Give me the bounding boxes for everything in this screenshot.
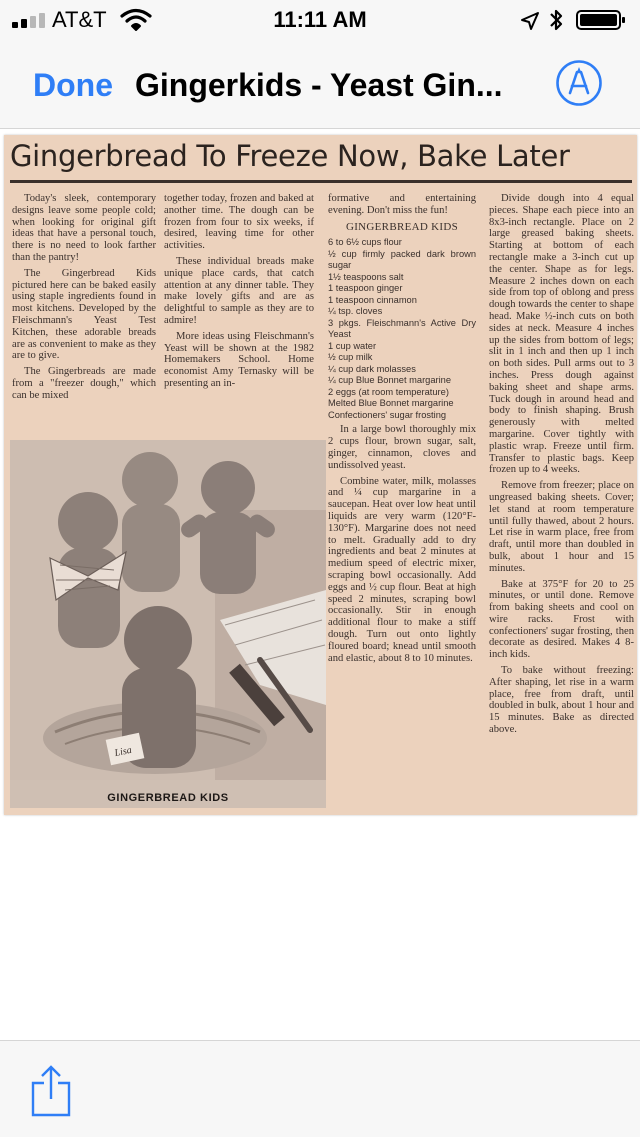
navigation-bar [0,40,640,129]
paragraph: Remove from freezer; place on ungreased baking sheets. Cover; let stand at room temperature until fully thawed, about 2 hours. Let rise in warm place, free from draft, until more than doubled in bulk, about 1 hour and 15 minutes. [489,480,634,574]
paragraph: formative and entertaining evening. Don't miss the fun! [328,193,476,216]
ingredient-item: 1 teaspoon ginger [328,283,403,294]
paragraph: To bake without freezing: After shaping, let rise in a warm place, free from draft, until doubled in bulk, about 1 hour and 15 minutes. Bake as directed above. [489,665,634,736]
bottom-toolbar [0,1040,640,1137]
markup-pen-icon[interactable] [555,59,603,107]
document-viewer[interactable] [0,129,640,1039]
ingredient-item: 6 to 6½ cups flour [328,237,402,248]
paragraph: together today, frozen and baked at another time. The dough can be frozen from four to six weeks, if desired, leaving time for other activities. [164,193,314,252]
document-title: Gingerkids - Yeast Gin... [135,67,503,103]
bluetooth-icon [548,7,564,33]
article-column-3 [328,193,476,668]
ingredient-item: Confectioners' sugar frosting [328,409,447,420]
paragraph: Bake at 375°F for 20 to 25 minutes, or until done. Remove from baking sheets and cool on wire racks. Frost with confectioners' sugar frosting, then decorate as desired. Makes 4 8-inch kids. [489,578,634,661]
clock: 11:11 AM [273,7,367,32]
ingredient-item: 1½ teaspoons salt [328,271,404,282]
ingredient-item: 3 pkgs. Fleischmann's Active Dry Yeast [328,317,476,340]
paragraph: The Gingerbread Kids pictured here can be baked easily using staple ingredients found in most kitchens. Developed by the Fleischmann's Yeast Test Kitchen, these adorable breads are as convenient to make as they are to give. [12,267,156,362]
ingredient-item: ¼ cup Blue Bonnet margarine [328,375,452,386]
newspaper-clipping [4,135,637,815]
battery-icon [576,10,626,30]
headline-rule [10,180,632,183]
paragraph: Today's sleek, contemporary designs leave some people cold; when looking for original gift ideas that have a personal touch, there is no need to look farther than the pantry! [12,193,156,263]
ingredient-item: ½ cup firmly packed dark brown sugar [328,248,476,271]
recipe-title: GINGERBREAD KIDS [345,220,459,233]
carrier-label: AT&T [52,7,107,32]
done-button[interactable]: Done [33,67,113,103]
article-column-4 [489,193,634,740]
article-column-2 [164,193,314,394]
ingredient-item: 1 teaspoon cinnamon [328,294,417,305]
location-arrow-icon [520,11,540,31]
photo-illustration [10,440,326,780]
paragraph: In a large bowl thoroughly mix 2 cups flour, brown sugar, salt, ginger, cinnamon, cloves and undissolved yeast. [328,424,476,471]
article-column-1 [12,193,156,406]
ingredient-item: ¼ tsp. cloves [328,306,383,317]
paragraph: The Gingerbreads are made from a "freezer dough," which can be mixed [12,366,156,401]
paragraph: Divide dough into 4 equal pieces. Shape each piece into an 8x3-inch rectangle. Place on 2 large greased baking sheets. Starting at bottom of each rectangle make a 3-inch cut up the center. Shape as for legs. Measure 2 inches down on each side from top of oblong and press dough towards the center to shape head. Make ½-inch cuts on both sides at neck. Measure 4 inches up the sides from bottom of legs; slit in 1 inch and then up 1 inch on both sides. Pull arms out to 3 inches. Press dough against baking sheet and shape arms. Tuck dough in around head and body to finish shaping. Brush generously with melted margarine. Cover tightly with plastic wrap. Freeze until firm. Transfer to plastic bags. Keep frozen up to 4 weeks. [489,193,634,476]
ingredient-item: 1 cup water [328,340,377,351]
paragraph: More ideas using Fleischmann's Yeast will be shown at the 1982 Homemakers School. Home economist Amy Ternasky will be presenting an in- [164,330,314,389]
article-headline: Gingerbread To Freeze Now, Bake Later [10,139,570,173]
ingredient-item: ¼ cup dark molasses [328,363,416,374]
ingredient-item: 2 eggs (at room temperature) [328,386,449,397]
photo-caption: GINGERBREAD KIDS [107,792,229,804]
gingerbread-kids-photo [10,440,326,808]
ingredient-item: ½ cup milk [328,352,373,363]
paragraph: Combine water, milk, molasses and ¼ cup margarine in a saucepan. Heat over low heat until liquids are very warm (120°F-130°F). Margarine does not need to melt. Gradually add to dry ingredients and beat 2 minutes at medium speed of electric mixer, scraping bowl occasionally. Add eggs and ½ cup flour. Beat at high speed 2 minutes, scraping bowl occasionally. Stir in enough additional flour to make a stiff dough. Turn out onto lightly floured board; knead until smooth and elastic, about 8 to 10 minutes. [328,475,476,664]
name-tag: Lisa [113,744,133,760]
paragraph: These individual breads make unique place cards, that catch attention at any dinner table. They make lovely gifts and are as delightful to sample as they are to admire! [164,255,314,326]
status-bar [0,0,640,40]
share-icon[interactable] [30,1065,72,1117]
ingredient-item: Melted Blue Bonnet margarine [328,398,454,409]
